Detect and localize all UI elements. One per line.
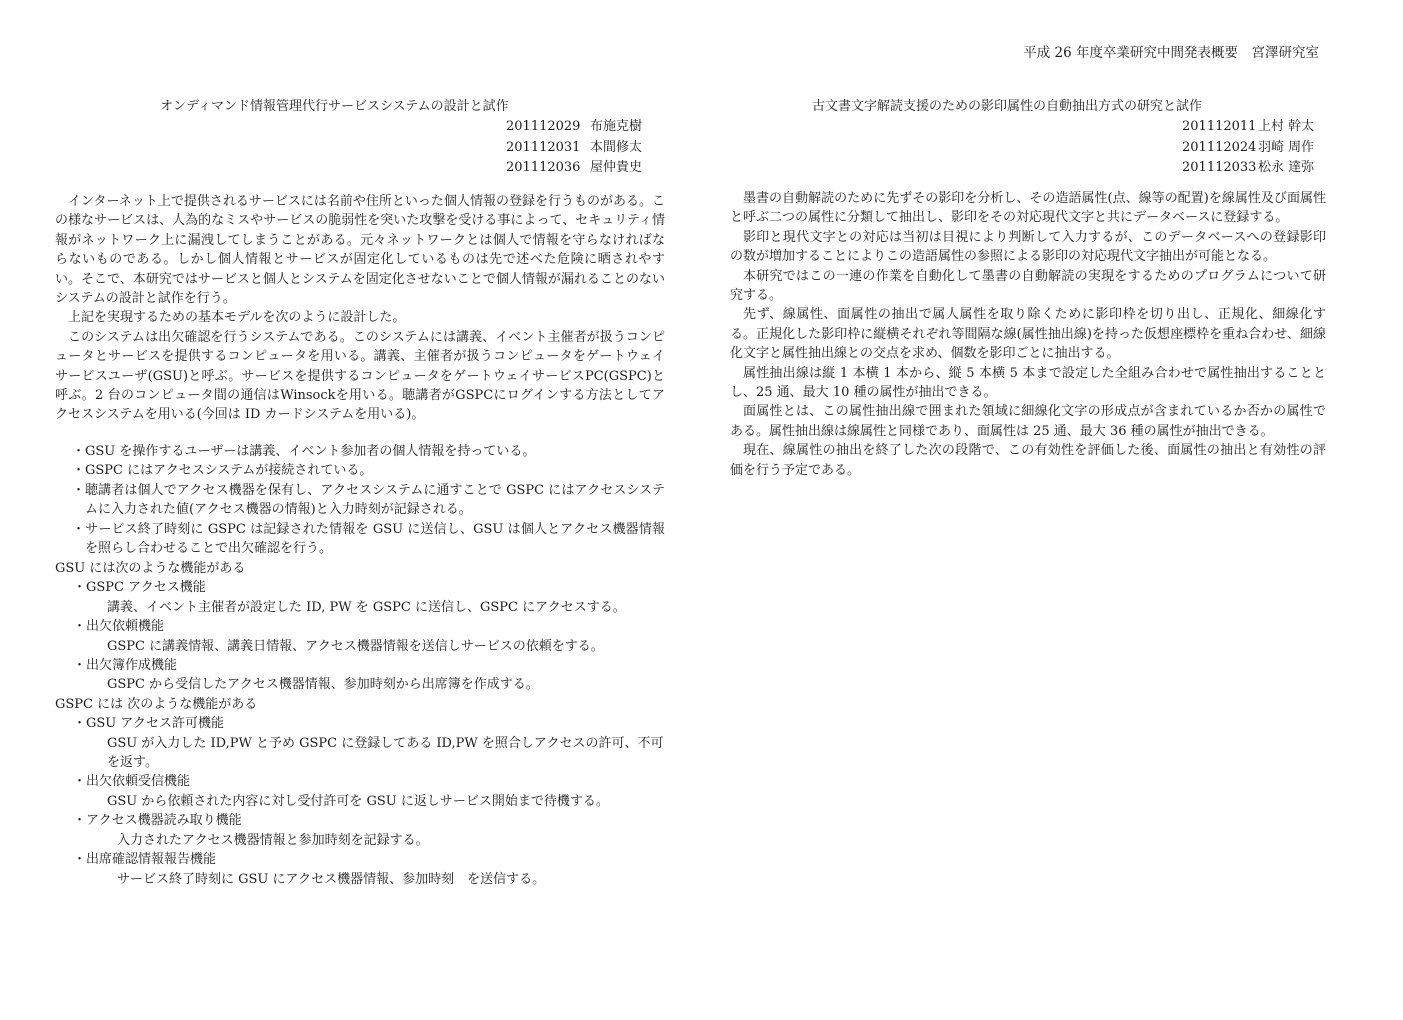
author-id: 201112029 [506, 119, 581, 134]
author-name: 屋仲貴史 [590, 160, 643, 175]
bullet-item: ・GSPC にはアクセスシステムが接続されている。 [72, 463, 373, 479]
right-paragraph: 影印と現代文字との対応は当初は目視により判断して入力するが、このデータベースへの登録影印の数が増加することによりこの造語属性の参照による影印の対応現代文字抽出が可能となる。 [730, 229, 1326, 265]
function-desc: GSPC から受信したアクセス機器情報、参加時刻から出席簿を作成する。 [107, 677, 539, 693]
author-name: 本間修太 [590, 139, 643, 155]
author-id: 201112011 [1182, 119, 1257, 134]
left-paragraph: 上記を実現するための基本モデルを次のように設計した。 [68, 310, 406, 326]
author-row [506, 158, 642, 179]
gsu-section [55, 559, 665, 889]
function-name: ・出欠依頼受信機能 [73, 774, 191, 790]
author-row [506, 117, 642, 138]
bullet-item: ・聴講者は個人でアクセス機器を保有し、アクセスシステムに通すことで GSPC にはアクセスシステムに入力された値(アクセス機器の情報)と入力時刻が記録される。 [72, 482, 665, 518]
left-bullets [55, 442, 665, 558]
gspc-heading: GSPC には 次のような機能がある [55, 696, 258, 712]
left-paragraph: このシステムは出欠確認を行うシステムである。このシステムには講義、イベント主催者が扱うコンピュータとサービスを提供するコンピュータを用いる。講義、主催者が扱うコンピュータをゲートウェイサービスユーザ(GSU)と呼ぶ。サービスを提供するコンピュータをゲートウェイサービスPC(GSPC)と呼ぶ。2 台のコンピュータ間の通信はWinsockを用いる。聴講者がGSPCにログインする方法としてアクセスシステムを用いる(今回は ID カードシステムを用いる)。 [55, 329, 665, 423]
function-name: ・出欠簿作成機能 [73, 658, 178, 674]
right-body [730, 189, 1326, 480]
left-body [55, 192, 665, 425]
function-desc: 入力されたアクセス機器情報と参加時刻を記録する。 [117, 832, 429, 848]
right-paragraph: 墨書の自動解読のために先ずその影印を分析し、その造語属性(点、線等の配置)を線属性及び面属性と呼ぶ二つの属性に分類して抽出し、影印をその対応現代文字と共にデータベースに登録する。 [730, 191, 1326, 226]
right-paragraph: 属性抽出線は縦 1 本横 1 本から、縦 5 本横 5 本まで設定した全組み合わせで属性抽出することとし、25 通、最大 10 種の属性が抽出できる。 [730, 365, 1326, 401]
author-name: 布施克樹 [590, 119, 643, 134]
function-name: ・GSPC アクセス機能 [73, 580, 206, 596]
author-id: 201112033 [1182, 160, 1257, 175]
page-header: 平成 26 年度卒業研究中間発表概要 宮澤研究室 [1023, 45, 1319, 61]
author-name: 羽崎 周作 [1258, 139, 1315, 155]
author-id: 201112031 [506, 139, 581, 155]
function-desc: GSU が入力した ID,PW と予め GSPC に登録してある ID,PW を照合しアクセスの許可、不可を返す。 [107, 735, 664, 771]
right-paragraph: 面属性とは、この属性抽出線で囲まれた領域に細線化文字の形成点が含まれているか否かの属性である。属性抽出線は線属性と同様であり、面属性は 25 通、最大 36 種の属性が抽出できる。 [730, 404, 1326, 439]
right-authors [1182, 117, 1314, 179]
left-authors [506, 117, 642, 179]
function-name: ・アクセス機器読み取り機能 [73, 813, 242, 829]
author-id: 201112036 [506, 160, 581, 175]
left-title: オンディマンド情報管理代行サービスシステムの設計と試作 [160, 99, 509, 114]
function-desc: GSPC に講義情報、講義日情報、アクセス機器情報を送信しサービスの依頼をする。 [107, 638, 604, 654]
bullet-item: ・サービス終了時刻に GSPC は記録された情報を GSU に送信し、GSU は個人とアクセス機器情報を照らし合わせることで出欠確認を行う。 [72, 521, 665, 557]
author-name: 上村 幹太 [1258, 119, 1315, 134]
author-id: 201112024 [1182, 139, 1257, 155]
author-row [1182, 138, 1314, 159]
right-paragraph: 現在、線属性の抽出を終了した次の段階で、この有効性を評価した後、面属性の抽出と有効性の評価を行う予定である。 [730, 443, 1326, 478]
function-name: ・出席確認情報報告機能 [73, 852, 217, 868]
gsu-heading: GSU には次のような機能がある [55, 561, 246, 576]
bullet-item: ・GSU を操作するユーザーは講義、イベント参加者の個人情報を持っている。 [72, 444, 536, 459]
function-desc: GSU から依頼された内容に対し受付許可を GSU に返しサービス開始まで待機する。 [107, 793, 609, 809]
right-paragraph: 先ず、線属性、面属性の抽出で属人属性を取り除くために影印枠を切り出し、正規化、細線化する。正規化した影印枠に縦横それぞれ等間隔な線(属性抽出線)を持った仮想座標枠を重ね合わせ、細線化文字と属性抽出線との交点を求め、個数を影印ごとに抽出する。 [730, 307, 1326, 362]
function-desc: 講義、イベント主催者が設定した ID, PW を GSPC に送信し、GSPC にアクセスする。 [107, 599, 626, 615]
function-name: ・出欠依頼機能 [73, 619, 165, 635]
right-paragraph: 本研究ではこの一連の作業を自動化して墨書の自動解読の実現をするためのプログラムについて研究する。 [730, 268, 1326, 304]
author-row [1182, 158, 1314, 179]
function-name: ・GSU アクセス許可機能 [73, 716, 224, 732]
right-title: 古文書文字解読支援のための影印属性の自動抽出方式の研究と試作 [812, 99, 1203, 114]
author-row [1182, 117, 1314, 138]
author-row [506, 138, 642, 159]
function-desc: サービス終了時刻に GSU にアクセス機器情報、参加時刻 を送信する。 [117, 871, 546, 887]
author-name: 松永 達弥 [1258, 160, 1315, 175]
left-paragraph: インターネット上で提供されるサービスには名前や住所といった個人情報の登録を行うものがある。この様なサービスは、人為的なミスやサービスの脆弱性を突いた攻撃を受ける事によって、セキュリティ情報がネットワーク上に漏洩してしまうことがある。元々ネットワークとは個人で情報を守らなければならないものである。しかし個人情報とサービスが固定化しているものは先で述べた危険に晒されやすい。そこで、本研究ではサービスと個人とシステムを固定化させないことで個人情報が漏れることのないシステムの設計と試作を行う。 [55, 194, 665, 307]
